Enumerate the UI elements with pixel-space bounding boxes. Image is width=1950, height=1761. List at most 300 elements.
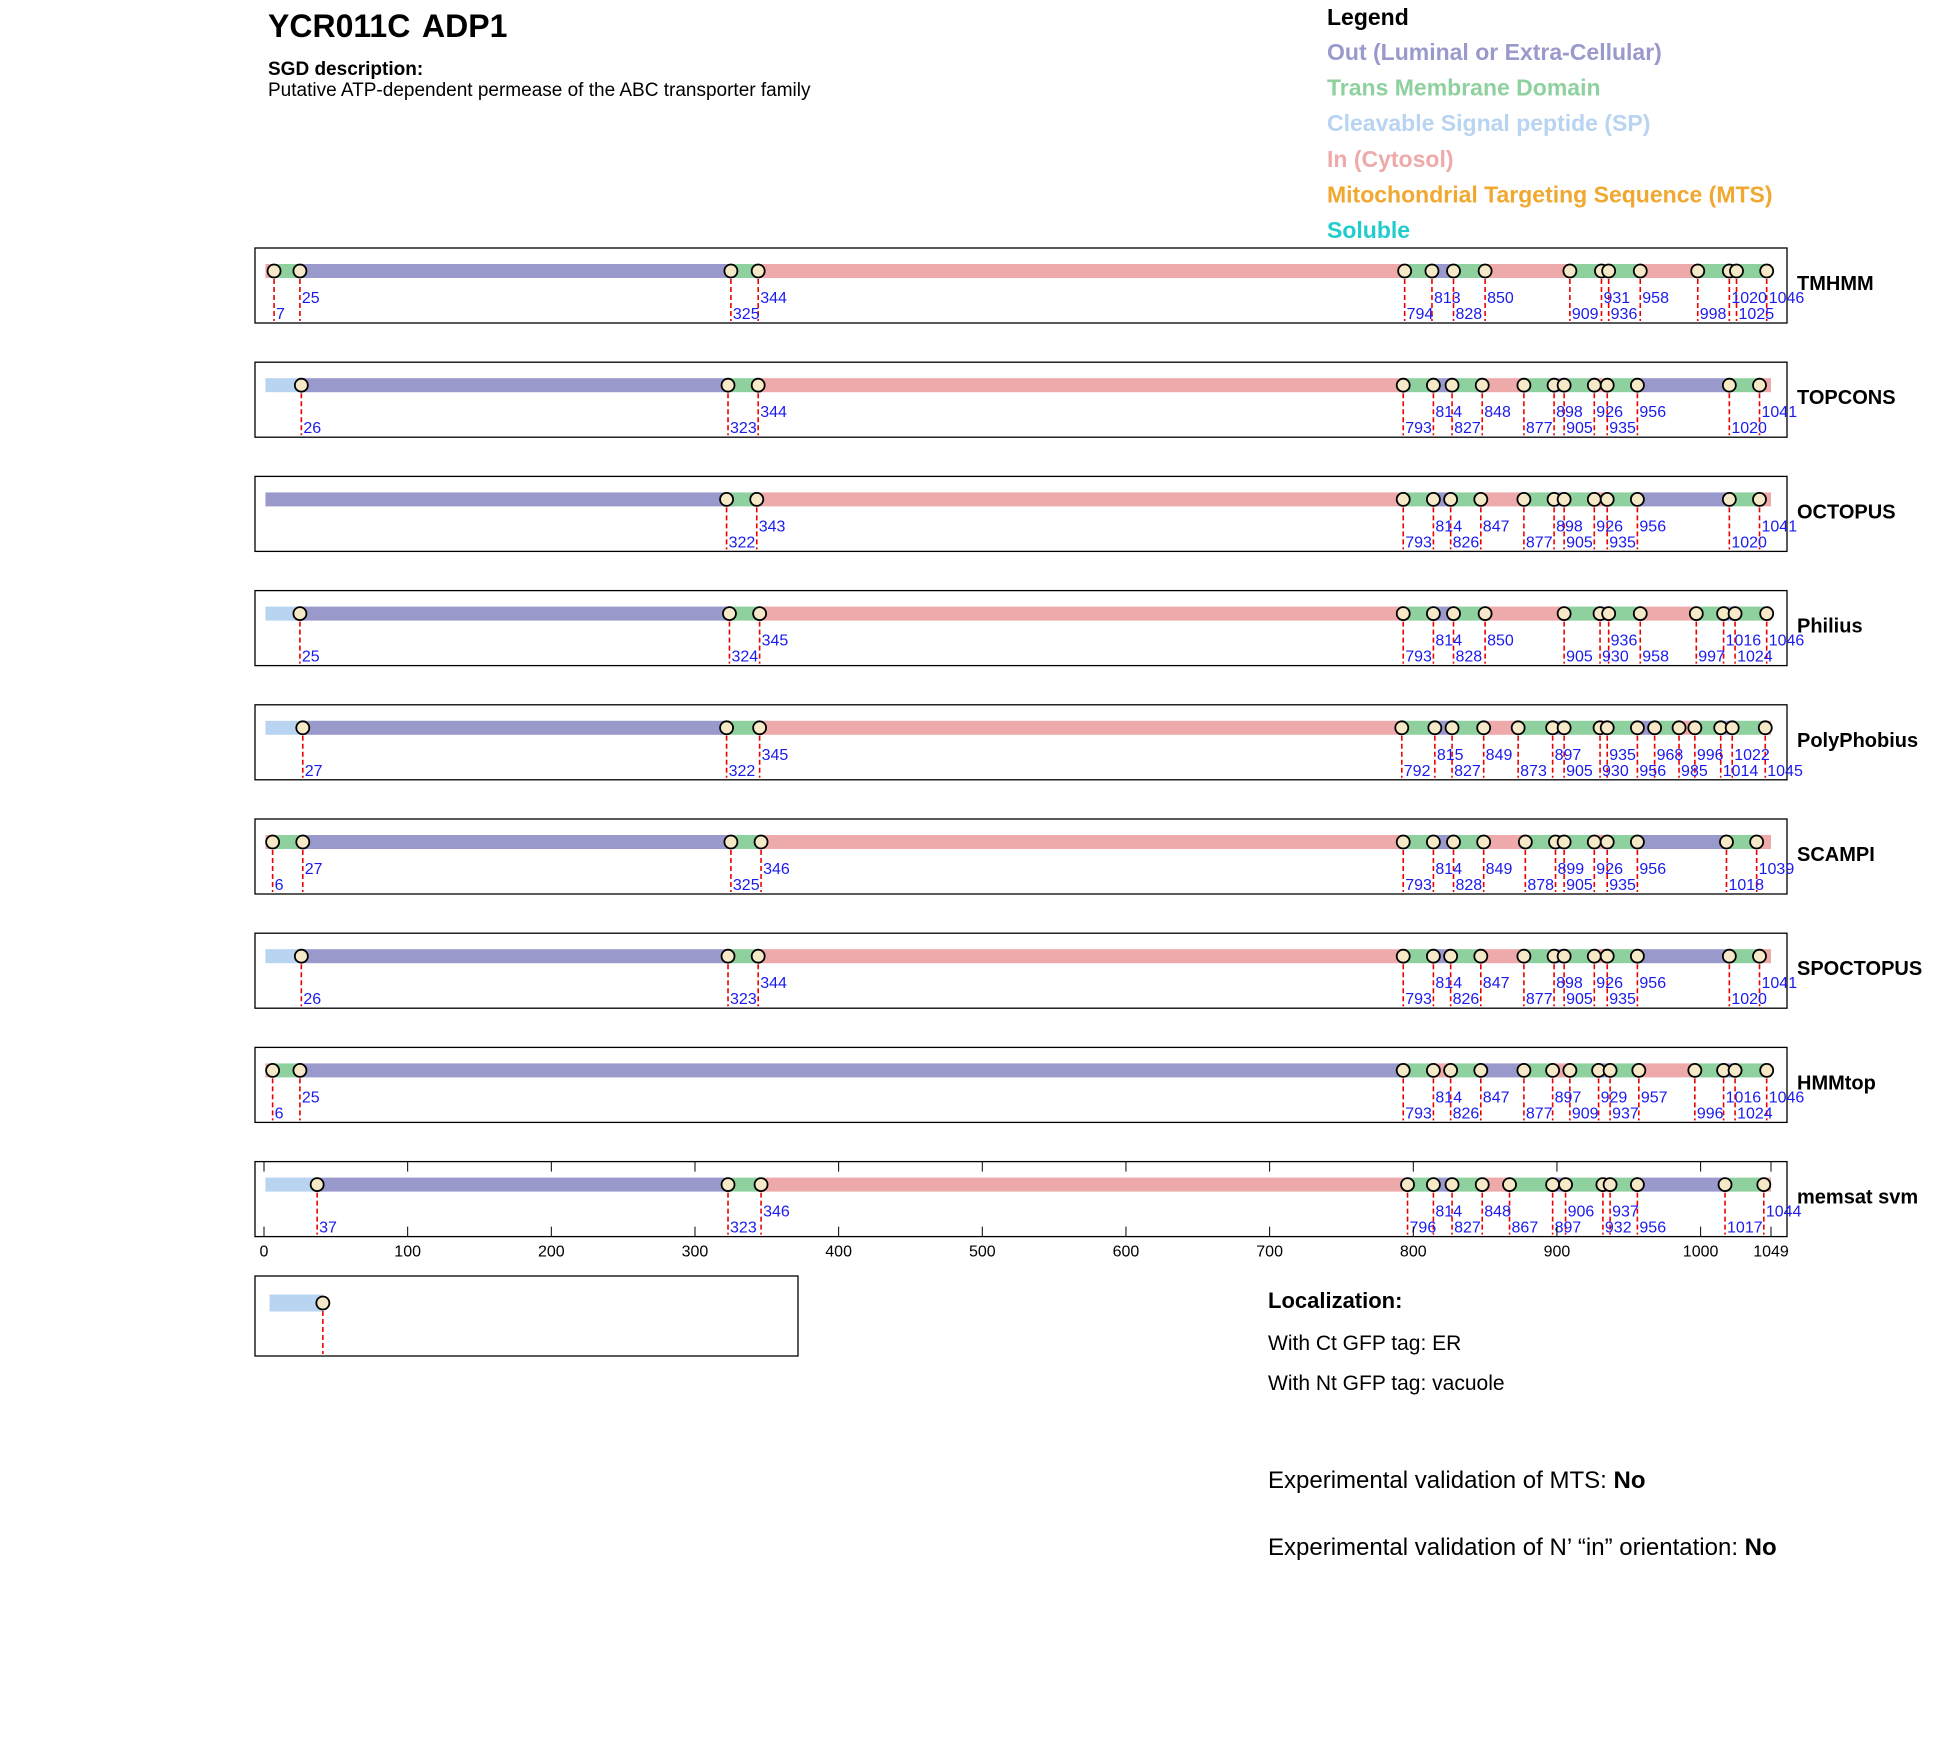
segment-out (317, 1178, 728, 1192)
boundary-circle (1632, 1064, 1645, 1077)
boundary-circle (720, 493, 733, 506)
boundary-label-bottom: 909 (1571, 1105, 1599, 1123)
sgd-label: SGD description: (268, 59, 424, 80)
boundary-circle (296, 836, 309, 849)
boundary-label-bottom: 905 (1566, 534, 1593, 552)
boundary-circle (753, 607, 766, 620)
boundary-label-top: 899 (1557, 861, 1585, 878)
boundary-label-bottom: 1018 (1728, 877, 1765, 894)
boundary-circle (266, 1064, 279, 1077)
boundary-circle (1601, 493, 1614, 506)
boundary-circle (1477, 721, 1490, 734)
boundary-circle (1517, 493, 1530, 506)
boundary-circle (752, 379, 765, 392)
boundary-label-bottom: 26 (303, 420, 322, 438)
boundary-label-bottom: 793 (1405, 1105, 1432, 1123)
boundary-circle (1601, 721, 1614, 734)
track-scampi (255, 819, 1875, 894)
boundary-label-top: 1046 (1768, 1089, 1805, 1107)
track-name: TMHMM (1797, 273, 1874, 295)
boundary-circle (1690, 607, 1703, 620)
axis-tick-label: 800 (1399, 1243, 1427, 1261)
gene-id: YCR011C (268, 8, 411, 44)
boundary-label-top: 814 (1435, 861, 1463, 878)
track-tmhmm (255, 248, 1874, 323)
segment-in (1639, 1063, 1695, 1077)
track-name: SCAMPI (1797, 844, 1875, 866)
boundary-circle (1446, 379, 1459, 392)
legend-title: Legend (1327, 4, 1409, 30)
track-frame (255, 1047, 1787, 1122)
boundary-circle (1729, 607, 1742, 620)
boundary-label-bottom: 956 (1639, 762, 1667, 780)
boundary-circle (1397, 607, 1410, 620)
axis-tick-label: 1049 (1753, 1243, 1789, 1261)
segment-in (760, 721, 1402, 735)
boundary-label-bottom: 796 (1409, 1219, 1437, 1237)
boundary-circle (1447, 265, 1460, 278)
boundary-circle (1602, 265, 1615, 278)
segment-in (757, 492, 1403, 506)
track-octopus (255, 476, 1896, 551)
boundary-label-top: 956 (1639, 975, 1667, 993)
track-memsat-svm (255, 1162, 1918, 1237)
boundary-label-bottom: 826 (1452, 991, 1480, 1009)
boundary-label-bottom: 323 (730, 991, 757, 1009)
boundary-label-bottom: 936 (1610, 306, 1638, 323)
boundary-circle (1558, 950, 1571, 963)
boundary-label-top: 957 (1640, 1089, 1668, 1107)
boundary-circle (722, 379, 735, 392)
localization-ct-gfp: With Ct GFP tag: ER (1268, 1332, 1462, 1355)
boundary-label-bottom: 323 (730, 420, 757, 438)
track-frame (255, 1276, 798, 1356)
boundary-circle (1512, 721, 1525, 734)
track-name: TOPCONS (1797, 387, 1896, 410)
boundary-circle (1558, 721, 1571, 734)
boundary-circle (1397, 379, 1410, 392)
boundary-circle (1558, 836, 1571, 849)
segment-sp (270, 1295, 323, 1312)
boundary-circle (1723, 950, 1736, 963)
boundary-circle (1634, 607, 1647, 620)
orientation-validation-value: No (1744, 1534, 1777, 1561)
boundary-circle (1444, 950, 1457, 963)
boundary-label-top: 850 (1487, 290, 1514, 307)
segment-in (758, 264, 1404, 278)
boundary-circle (1760, 265, 1773, 278)
boundary-label-top: 815 (1436, 746, 1464, 764)
track-name: OCTOPUS (1797, 501, 1896, 524)
boundary-label-top: 1020 (1731, 290, 1767, 307)
track-signalp (255, 1276, 798, 1356)
segment-out (303, 835, 731, 849)
boundary-label-top: 1041 (1761, 404, 1798, 422)
boundary-label-bottom: 930 (1602, 648, 1629, 666)
boundary-circle (1444, 1064, 1457, 1077)
boundary-label-bottom: 996 (1696, 1105, 1724, 1123)
boundary-label-top: 814 (1435, 518, 1463, 536)
boundary-circle (722, 950, 735, 963)
track-name: memsat svm (1797, 1186, 1919, 1209)
boundary-label-bottom: 1025 (1738, 306, 1775, 323)
boundary-label-top: 346 (763, 1203, 790, 1221)
boundary-circle (1723, 493, 1736, 506)
boundary-label-top: 25 (301, 290, 320, 307)
mts-validation-value: No (1613, 1467, 1646, 1494)
boundary-label-top: 848 (1484, 404, 1511, 422)
legend-item-in-cytosol-: In (Cytosol) (1327, 145, 1454, 172)
boundary-circle (724, 836, 737, 849)
track-topcons (255, 362, 1896, 437)
boundary-label-bottom: 1024 (1737, 1105, 1773, 1123)
boundary-circle (1759, 721, 1772, 734)
boundary-label-top: 814 (1435, 1089, 1463, 1107)
boundary-label-top: 1041 (1761, 518, 1798, 536)
boundary-label-top: 929 (1600, 1089, 1628, 1107)
boundary-label-bottom: 1017 (1727, 1219, 1763, 1237)
boundary-circle (1588, 493, 1601, 506)
boundary-label-top: 931 (1603, 290, 1631, 307)
axis-tick-label: 500 (968, 1243, 996, 1261)
boundary-circle (1602, 607, 1615, 620)
boundary-circle (1760, 1064, 1773, 1077)
boundary-label-bottom: 827 (1454, 420, 1481, 438)
boundary-circle (1753, 379, 1766, 392)
track-spoctopus (255, 933, 1922, 1008)
boundary-label-bottom: 877 (1525, 534, 1553, 552)
boundary-label-bottom: 322 (728, 534, 756, 552)
boundary-label-bottom: 905 (1566, 648, 1593, 666)
boundary-label-bottom: 877 (1525, 420, 1553, 438)
boundary-label-top: 848 (1484, 1203, 1511, 1221)
axis-tick-label: 300 (681, 1243, 709, 1261)
boundary-circle (1427, 836, 1440, 849)
axis-tick-label: 600 (1112, 1243, 1140, 1261)
boundary-label-bottom: 937 (1612, 1105, 1639, 1123)
boundary-circle (1474, 493, 1487, 506)
boundary-label-top: 926 (1596, 975, 1624, 993)
boundary-label-bottom: 827 (1454, 1219, 1481, 1237)
boundary-circle (1517, 1064, 1530, 1077)
boundary-circle (1425, 265, 1438, 278)
boundary-circle (1546, 1178, 1559, 1191)
boundary-circle (1474, 950, 1487, 963)
boundary-label-bottom: 935 (1609, 991, 1636, 1009)
boundary-label-bottom: 793 (1405, 877, 1432, 894)
boundary-circle (1750, 836, 1763, 849)
boundary-label-top: 345 (761, 746, 789, 764)
boundary-label-top: 346 (763, 861, 790, 878)
boundary-label-top: 926 (1596, 518, 1624, 536)
boundary-circle (1604, 1178, 1617, 1191)
localization-nt-gfp: With Nt GFP tag: vacuole (1268, 1372, 1505, 1395)
boundary-label-top: 958 (1642, 290, 1669, 307)
segment-in (1640, 264, 1697, 278)
segment-out (1637, 949, 1729, 963)
boundary-circle (1395, 721, 1408, 734)
boundary-label-top: 898 (1556, 404, 1583, 422)
boundary-label-top: 25 (301, 1089, 320, 1107)
boundary-label-top: 956 (1639, 861, 1667, 878)
boundary-label-bottom: 793 (1405, 420, 1432, 438)
segment-in (761, 1178, 1407, 1192)
boundary-circle (1648, 721, 1661, 734)
boundary-circle (1563, 1064, 1576, 1077)
orientation-validation-label: Experimental validation of N’ “in” orientation: (1268, 1534, 1745, 1561)
track-frame (255, 248, 1787, 323)
boundary-label-top: 1022 (1734, 746, 1770, 764)
boundary-label-bottom: 1020 (1731, 534, 1767, 552)
boundary-circle (1631, 836, 1644, 849)
segment-out (1637, 378, 1729, 392)
boundary-label-bottom: 828 (1455, 877, 1483, 894)
boundary-circle (1397, 950, 1410, 963)
segment-in (758, 378, 1403, 392)
boundary-label-bottom: 7 (276, 306, 285, 323)
boundary-label-bottom: 958 (1642, 648, 1669, 666)
boundary-circle (1753, 493, 1766, 506)
track-frame (255, 819, 1787, 894)
sgd-description: Putative ATP-dependent permease of the ABC transporter family (268, 80, 811, 101)
boundary-circle (268, 265, 281, 278)
mts-validation (1268, 1467, 1645, 1494)
boundary-circle (1444, 493, 1457, 506)
boundary-label-top: 847 (1482, 518, 1510, 536)
boundary-label-top: 27 (304, 861, 323, 878)
boundary-label-top: 956 (1639, 404, 1667, 422)
boundary-circle (1563, 265, 1576, 278)
boundary-circle (750, 493, 763, 506)
boundary-label-top: 937 (1612, 1203, 1639, 1221)
boundary-label-top: 814 (1435, 632, 1463, 650)
boundary-circle (1691, 265, 1704, 278)
boundary-circle (1427, 950, 1440, 963)
boundary-circle (1604, 1064, 1617, 1077)
boundary-circle (266, 836, 279, 849)
boundary-label-bottom: 6 (274, 1105, 284, 1123)
boundary-label-top: 814 (1435, 975, 1463, 993)
boundary-label-top: 897 (1554, 1089, 1582, 1107)
boundary-label-bottom: 905 (1566, 991, 1593, 1009)
boundary-label-bottom: 873 (1520, 762, 1547, 780)
boundary-label-bottom: 322 (728, 762, 756, 780)
boundary-circle (1631, 493, 1644, 506)
boundary-circle (1517, 950, 1530, 963)
boundary-circle (1477, 836, 1490, 849)
axis-tick-label: 1000 (1682, 1243, 1719, 1261)
boundary-circle (753, 721, 766, 734)
boundary-label-top: 849 (1485, 861, 1513, 878)
boundary-circle (293, 607, 306, 620)
axis-tick-label: 400 (825, 1243, 852, 1261)
boundary-label-bottom: 324 (731, 648, 759, 666)
boundary-label-bottom: 930 (1602, 762, 1629, 780)
axis-tick-label: 200 (537, 1243, 565, 1261)
boundary-label-bottom: 792 (1403, 762, 1431, 780)
boundary-label-top: 996 (1696, 746, 1724, 764)
boundary-circle (1558, 493, 1571, 506)
boundary-label-bottom: 828 (1455, 306, 1483, 323)
boundary-label-bottom: 909 (1571, 306, 1599, 323)
segment-in (760, 607, 1404, 621)
signal-tracks (255, 1276, 798, 1356)
boundary-label-bottom: 985 (1681, 762, 1708, 780)
legend-item-trans-membrane-domain: Trans Membrane Domain (1327, 74, 1601, 101)
boundary-label-bottom: 905 (1566, 420, 1593, 438)
boundary-label-top: 1016 (1725, 1089, 1762, 1107)
segment-out (303, 721, 727, 735)
boundary-label-bottom: 1020 (1731, 991, 1767, 1009)
boundary-label-bottom: 935 (1609, 420, 1636, 438)
boundary-circle (1447, 836, 1460, 849)
boundary-circle (1558, 607, 1571, 620)
boundary-circle (1753, 950, 1766, 963)
gene-name: ADP1 (422, 8, 508, 44)
segment-in (1485, 264, 1570, 278)
boundary-circle (1401, 1178, 1414, 1191)
boundary-label-bottom: 997 (1698, 648, 1725, 666)
boundary-label-bottom: 1014 (1722, 762, 1759, 780)
boundary-circle (1726, 721, 1739, 734)
boundary-circle (1631, 1178, 1644, 1191)
boundary-circle (1673, 721, 1686, 734)
boundary-circle (1476, 1178, 1489, 1191)
boundary-circle (1427, 607, 1440, 620)
boundary-circle (1588, 836, 1601, 849)
boundary-circle (1446, 721, 1459, 734)
boundary-label-bottom: 897 (1554, 1219, 1582, 1237)
boundary-circle (1447, 607, 1460, 620)
boundary-label-bottom: 877 (1525, 991, 1553, 1009)
boundary-label-bottom: 932 (1604, 1219, 1632, 1237)
mts-validation-label: Experimental validation of MTS: (1268, 1467, 1614, 1494)
segment-out (1637, 835, 1726, 849)
localization-title: Localization: (1268, 1288, 1403, 1313)
segment-in (1485, 607, 1564, 621)
segment-in (761, 835, 1403, 849)
boundary-label-top: 906 (1567, 1203, 1595, 1221)
boundary-circle (1601, 950, 1614, 963)
boundary-label-bottom: 793 (1405, 534, 1432, 552)
boundary-circle (1601, 379, 1614, 392)
boundary-label-bottom: 27 (304, 762, 323, 780)
segment-out (1637, 1178, 1725, 1192)
boundary-label-top: 898 (1556, 518, 1583, 536)
boundary-circle (722, 1178, 735, 1191)
track-hmmtop (255, 1047, 1876, 1122)
boundary-label-top: 935 (1609, 746, 1636, 764)
legend (1327, 39, 1773, 243)
boundary-circle (1588, 950, 1601, 963)
boundary-circle (723, 607, 736, 620)
boundary-circle (1559, 1178, 1572, 1191)
boundary-label-bottom: 826 (1452, 534, 1480, 552)
segment-out (300, 1063, 1403, 1077)
boundary-label-bottom: 998 (1699, 306, 1727, 323)
boundary-circle (1601, 836, 1614, 849)
main-x-axis (260, 1162, 1789, 1261)
track-name: Philius (1797, 615, 1863, 638)
boundary-label-top: 849 (1485, 746, 1513, 764)
boundary-label-bottom: 325 (732, 877, 760, 894)
boundary-label-top: 926 (1596, 861, 1624, 878)
boundary-label-top: 345 (761, 632, 789, 650)
boundary-circle (1517, 379, 1530, 392)
track-name: PolyPhobius (1797, 729, 1919, 752)
boundary-label-bottom: 867 (1511, 1219, 1539, 1237)
boundary-circle (311, 1178, 324, 1191)
boundary-circle (724, 265, 737, 278)
segment-out (1637, 492, 1729, 506)
segment-in (758, 949, 1403, 963)
boundary-label-top: 897 (1554, 746, 1582, 764)
boundary-label-bottom: 37 (319, 1219, 337, 1237)
boundary-circle (1479, 265, 1492, 278)
boundary-label-top: 1041 (1761, 975, 1798, 993)
boundary-label-bottom: 6 (274, 877, 284, 894)
boundary-label-bottom: 826 (1452, 1105, 1480, 1123)
boundary-label-bottom: 793 (1405, 991, 1432, 1009)
boundary-circle (1688, 1064, 1701, 1077)
boundary-label-top: 847 (1482, 1089, 1510, 1107)
boundary-label-top: 344 (760, 975, 787, 993)
boundary-circle (1757, 1178, 1770, 1191)
boundary-circle (1474, 1064, 1487, 1077)
boundary-circle (1476, 379, 1489, 392)
boundary-circle (1427, 379, 1440, 392)
boundary-label-top: 926 (1596, 404, 1624, 422)
segment-sp (265, 1178, 317, 1192)
axis-tick-label: 0 (259, 1243, 269, 1261)
boundary-circle (755, 836, 768, 849)
axis-tick-label: 900 (1543, 1243, 1571, 1261)
boundary-circle (1428, 721, 1441, 734)
boundary-label-top: 1046 (1768, 290, 1805, 307)
boundary-circle (1397, 836, 1410, 849)
boundary-label-bottom: 905 (1566, 877, 1593, 894)
boundary-label-bottom: 828 (1455, 648, 1483, 666)
boundary-label-bottom: 25 (301, 648, 320, 666)
axis-tick-label: 700 (1256, 1243, 1283, 1261)
boundary-label-bottom: 935 (1609, 534, 1636, 552)
boundary-label-top: 956 (1639, 518, 1667, 536)
boundary-circle (1730, 265, 1743, 278)
boundary-circle (1519, 836, 1532, 849)
boundary-label-bottom: 1024 (1737, 648, 1773, 666)
boundary-label-top: 968 (1656, 746, 1684, 764)
track-name: SPOCTOPUS (1797, 958, 1923, 981)
boundary-circle (1631, 721, 1644, 734)
segment-out (300, 264, 731, 278)
boundary-circle (752, 950, 765, 963)
legend-item-mitochondrial-targeting-sequence-mts-: Mitochondrial Targeting Sequence (MTS) (1327, 181, 1773, 208)
boundary-label-bottom: 26 (303, 991, 322, 1009)
boundary-label-top: 813 (1433, 290, 1461, 307)
boundary-circle (295, 379, 308, 392)
boundary-circle (293, 1064, 306, 1077)
topology-tracks (255, 248, 1922, 1237)
boundary-label-top: 898 (1556, 975, 1583, 993)
boundary-circle (1503, 1178, 1516, 1191)
boundary-circle (1446, 1178, 1459, 1191)
boundary-circle (1427, 493, 1440, 506)
track-frame (255, 591, 1787, 666)
boundary-circle (1397, 1064, 1410, 1077)
track-frame (255, 933, 1787, 1008)
boundary-circle (293, 265, 306, 278)
boundary-circle (1558, 379, 1571, 392)
